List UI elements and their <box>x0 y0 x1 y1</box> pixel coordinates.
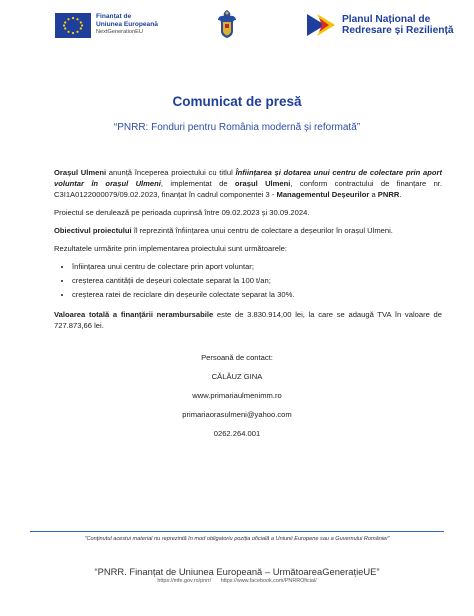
implementer-name: orașul Ulmeni <box>234 179 291 188</box>
results-list <box>54 261 442 300</box>
eu-logo <box>55 13 158 38</box>
results-intro: Rezultatele urmărite prin implementarea proiectului sunt următoarele: <box>54 244 287 253</box>
contact-phone: 0262.264.001 <box>213 429 261 438</box>
contact-website[interactable]: www.primariaulmenimm.ro <box>192 391 282 400</box>
list-item: • creșterea cantității de deșeuri colectate separat la 100 t/an; <box>72 275 442 286</box>
page-subtitle: “PNRR: Fonduri pentru România modernă și reformată” <box>113 122 361 133</box>
eu-logo-line3: NextGenerationEU <box>96 29 143 36</box>
contact-block <box>0 353 474 448</box>
eu-logo-line1: Finanțat de <box>96 13 132 20</box>
funding-label: Valoarea totală a finanțării nerambursabile <box>54 310 214 319</box>
funding-paragraph <box>54 309 442 331</box>
project-title: Înființarea și dotarea unui centru de colectare prin aport voluntar în orașul Ulmeni <box>54 168 443 188</box>
pnrr-logo-line1: Planul Național de <box>342 13 431 25</box>
contact-name: CĂLĂUZ GINA <box>211 372 263 381</box>
disclaimer: “Conținutul acestui material nu reprezintă în mod obligatoriu poziția oficială a Uniunii Europene sau a Guvernului României” <box>30 531 444 542</box>
pnrr-arrow-icon <box>305 12 339 38</box>
objective-text: îl reprezintă înființarea unui centru de colectare a deșeurilor în orașul Ulmeni. <box>131 226 393 235</box>
footer-link-facebook[interactable]: https://www.facebook.com/PNRROficial/ <box>220 578 317 584</box>
eu-logo-line2: Uniunea Europeană <box>96 20 158 28</box>
intro-text-5: . <box>399 190 402 199</box>
press-release-body <box>54 167 442 338</box>
list-item: • înființarea unui centru de colectare prin aport voluntar; <box>72 261 442 272</box>
beneficiary-name: Orașul Ulmeni <box>54 168 107 177</box>
contact-email[interactable]: primariaorasulmeni@yahoo.com <box>182 410 292 419</box>
intro-text-3: , conform contractului de finanțare nr. C3I1A0122000079/09.02.2023, finanțat în cadrul componentei 3 - <box>54 179 443 199</box>
intro-text-1: anunță începerea proiectului cu titlul <box>106 168 236 177</box>
component-name: Managementul Deșeurilor <box>276 190 370 199</box>
footer-slogan: “PNRR. Finanțat de Uniunea Europeană – UrmătoareaGenerațieUE” <box>94 566 380 577</box>
footer-link-mfe[interactable]: https://mfe.gov.ro/pnrr/ <box>157 578 212 584</box>
intro-paragraph <box>54 167 442 200</box>
contact-label: Persoană de contact: <box>201 353 273 362</box>
period-paragraph: Proiectul se derulează pe perioada cuprinsă între 09.02.2023 și 30.09.2024. <box>54 208 310 217</box>
program-name: PNRR <box>377 190 400 199</box>
romania-coat-of-arms-icon <box>215 9 239 39</box>
intro-text-4: a <box>369 190 378 199</box>
eu-flag-icon <box>55 13 91 38</box>
page-title: Comunicat de presă <box>172 94 302 109</box>
funding-text: este de 3.830.914,00 lei, la care se adaugă TVA în valoare de 727.873,66 lei. <box>54 310 442 330</box>
objective-label: Obiectivul proiectului <box>54 226 132 235</box>
list-item: • creșterea ratei de reciclare din deșeurile colectate separat la 30%. <box>72 289 442 300</box>
footer-links <box>0 578 474 584</box>
intro-text-2: , implementat de <box>160 179 235 188</box>
objective-paragraph <box>54 225 442 236</box>
pnrr-logo-line2: Redresare și Reziliență <box>342 25 454 36</box>
pnrr-logo <box>305 12 454 38</box>
